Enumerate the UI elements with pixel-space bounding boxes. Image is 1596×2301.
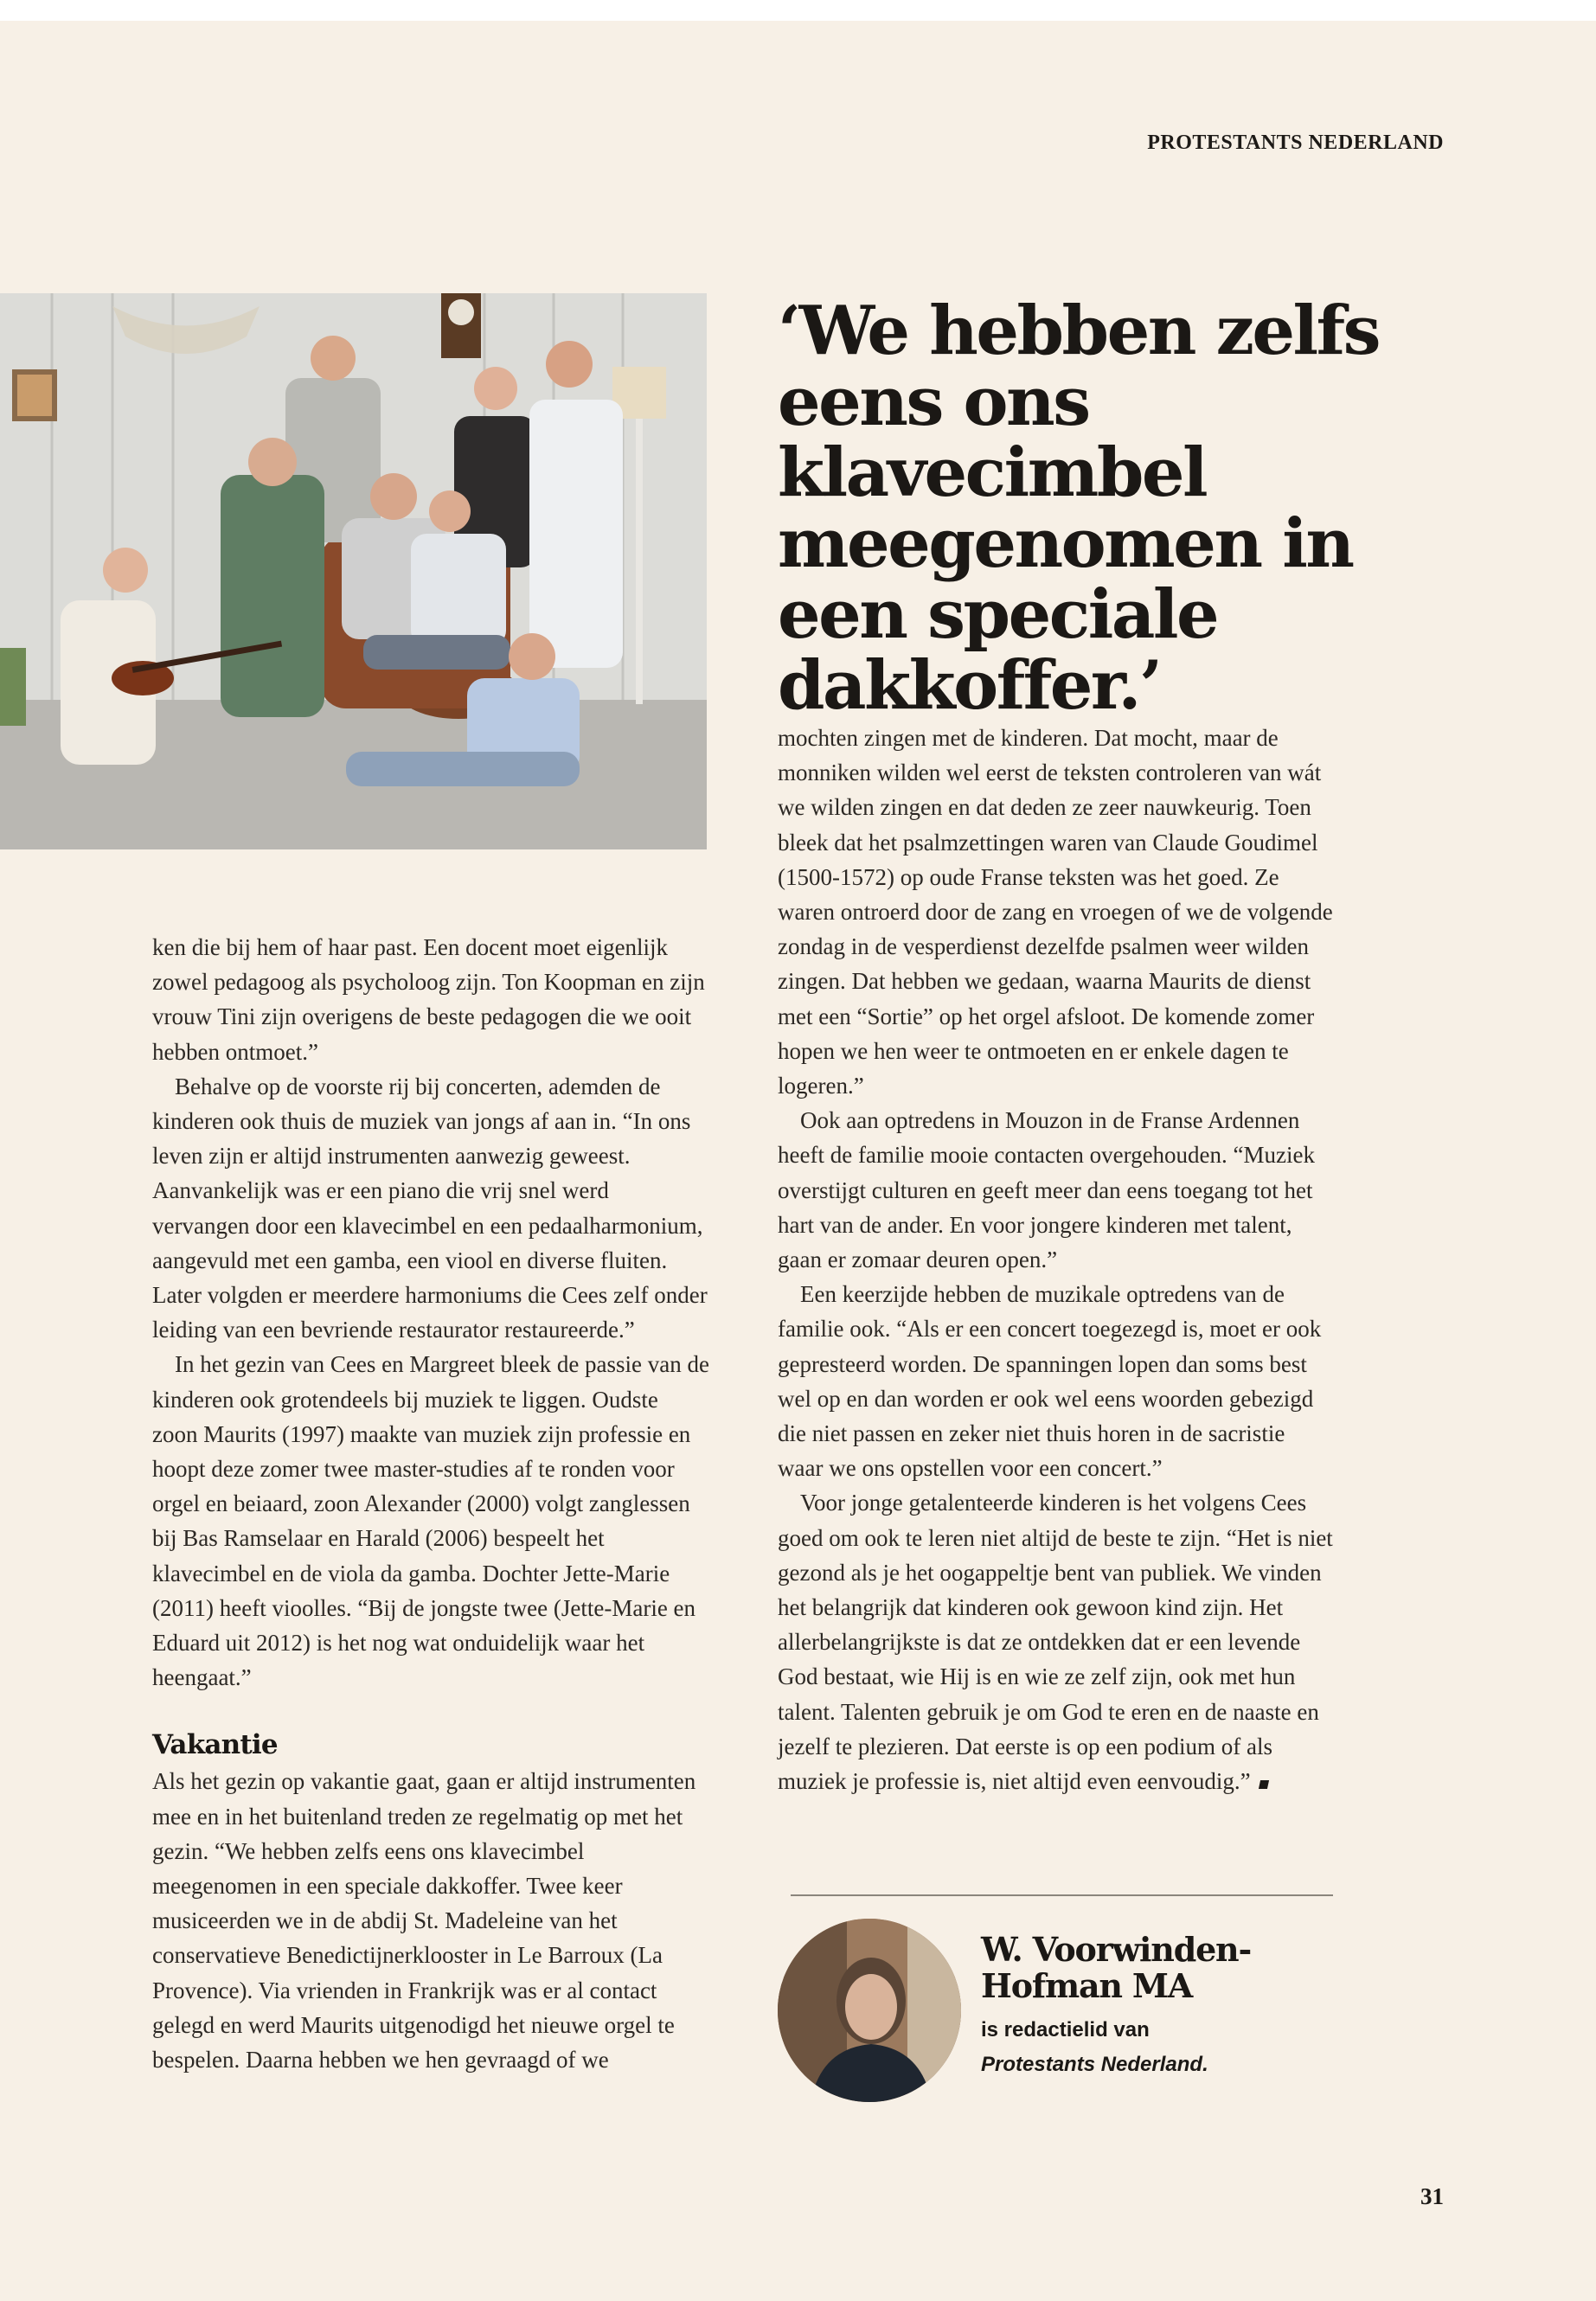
paragraph: Een keerzijde hebben de muzikale optredens van de familie ook. “Als er een concert toegezegd is, moet er ook gepresteerd worden. De spanningen lopen dan soms best wel op en dan worden er ook wel eens woorden gebezigd die niet passen en zeker niet thuis horen in de sacristie waar we ons opstellen voor een concert.” [778,1281,1322,1482]
paragraph-last [778,1485,1335,1798]
page-number: 31 [1420,2183,1444,2209]
subheading-vakantie: Vakantie [152,1729,278,1761]
author-name: W. Voorwinden-Hofman MA [981,1930,1252,2005]
author-bio [981,2013,1327,2082]
pull-quote: ‘We hebben zelfs eens ons klavecimbel meegenomen in een speciale dakkoffer.’ [778,292,1380,725]
author-role: is redactielid van [981,2018,1150,2041]
paragraph: Behalve op de voorste rij bij concerten, ademden de kinderen ook thuis de muziek van jongs af aan in. “In ons leven zijn er altijd instrumenten aanwezig geweest. Aanvankelijk was er een piano die vrij snel werd vervangen door een klavecimbel en een pedaalharmonium, aangevuld met een gamba, een viool en diverse fluiten. Later volgden er meerdere harmoniums die Cees zelf onder leiding van een bevriende restaurator restaureerde.” [152,1073,708,1343]
paragraph: Als het gezin op vakantie gaat, gaan er altijd instrumenten mee en in het buitenland treden ze regelmatig op met het gezin. “We hebben zelfs eens ons klavecimbel meegenomen in een speciale dakkoffer. Twee keer musiceerden we in de abdij St. Madeleine van het conservatieve Benedictijnerklooster in Le Barroux (La Provence). Via vrienden in Frankrijk was er al contact gelegd en werd Maurits uitgenodigd het nieuwe orgel te bespelen. Daarna hebben we hen gevraagd of we [152,1768,696,2073]
paragraph: In het gezin van Cees en Margreet bleek de passie van de kinderen ook grotendeels bij muziek te liggen. Oudste zoon Maurits (1997) maakte van muziek zijn professie en hoopt deze zomer twee master-studies af te ronden voor orgel en beiaard, zoon Alexander (2000) volgt zanglessen bij Bas Ramselaar en Harald (2006) bespeelt het klavecimbel en de viola da gamba. Dochter Jette-Marie (2011) heeft vioolles. “Bij de jongste twee (Jette-Marie en Eduard uit 2012) is het nog wat onduidelijk waar het heengaat.” [152,1351,710,1691]
top-band [0,0,1596,21]
running-head: PROTESTANTS NEDERLAND [1147,131,1444,154]
right-column [778,721,1335,1798]
author-avatar [778,1919,961,2102]
paragraph: Ook aan optredens in Mouzon in de Franse Ardennen heeft de familie mooie contacten overgehouden. “Muziek overstijgt culturen en geeft meer dan eens toegang tot het hart van de ander. En voor jongere kinderen met talent, gaan er zomaar deuren open.” [778,1107,1315,1273]
paragraph-text: Voor jonge getalenteerde kinderen is het volgens Cees goed om ook te leren niet altijd de beste te zijn. “Het is niet gezond als je het oogappeltje bent van publiek. We vinden het belangrijk dat kinderen ook gewoon kind zijn. Het allerbelangrijkste is dat ze ontdekken dat er een levende God bestaat, wie Hij is en wie ze zelf zijn, ook met hun talent. Talenten gebruik je om God te eren en de naaste en jezelf te plezieren. Dat eerste is op een podium of als muziek je professie is, niet altijd even eenvoudig.” [778,1490,1333,1795]
author-publication: Protestants Nederland. [981,2053,1208,2076]
paragraph: ken die bij hem of haar past. Een docent moet eigenlijk zowel pedagoog als psycholoog zijn. Ton Koopman en zijn vrouw Tini zijn overigens de beste pedagogen die we ooit hebben ontmoet.” [152,934,705,1065]
left-column [152,930,709,2077]
paragraph: mochten zingen met de kinderen. Dat mocht, maar de monniken wilden wel eerst de teksten controleren van wát we wilden zingen en dat deden ze zeer nauwkeurig. Toen bleek dat het psalmzettingen waren van Claude Goudimel (1500-1572) op oude Franse teksten was het goed. Ze waren ontroerd door de zang en vroegen of we de volgende zondag in de vesperdienst dezelfde psalmen weer wilden zingen. Dat hebben we gedaan, waarna Maurits de dienst met een “Sortie” op het orgel afsloot. De komende zomer hopen we hen weer te ontmoeten en er enkele dagen te logeren.” [778,725,1333,1099]
family-photo [0,293,707,849]
divider [791,1894,1333,1896]
end-mark-icon [1259,1780,1269,1789]
